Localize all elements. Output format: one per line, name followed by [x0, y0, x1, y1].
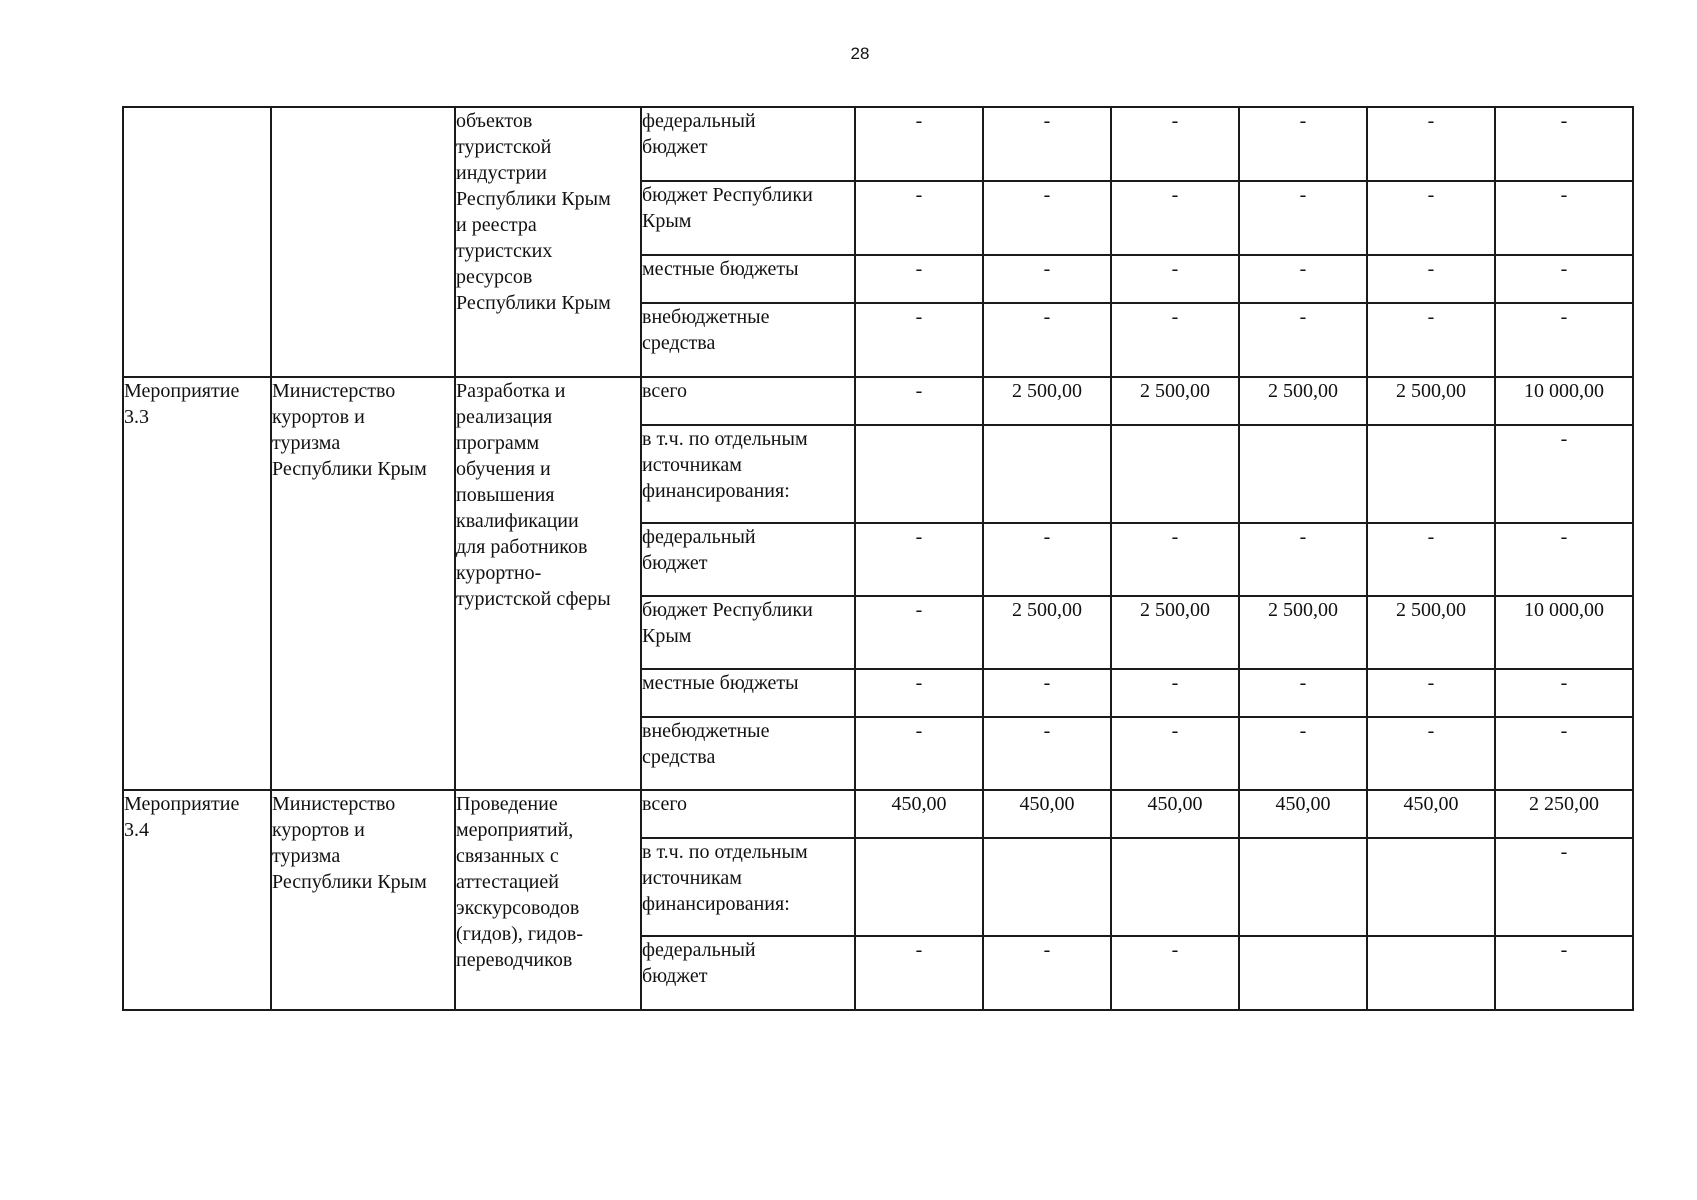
- value-cell: -: [1239, 181, 1367, 255]
- value-cell: -: [1239, 523, 1367, 596]
- source-cell: в т.ч. по отдельным источникам финансирования:: [641, 838, 855, 936]
- value-cell: [855, 838, 983, 936]
- value-cell: -: [1111, 255, 1239, 303]
- budget-table: [122, 106, 1634, 1011]
- value-cell: -: [855, 303, 983, 377]
- value-cell: -: [1111, 181, 1239, 255]
- value-cell: -: [1495, 838, 1633, 936]
- value-cell: -: [1495, 669, 1633, 717]
- value-cell: 2 250,00: [1495, 790, 1633, 838]
- value-cell: -: [855, 107, 983, 181]
- value-cell: [1239, 936, 1367, 1010]
- value-cell: [1239, 425, 1367, 523]
- value-cell: -: [1239, 303, 1367, 377]
- value-cell: [1367, 936, 1495, 1010]
- value-cell: -: [1367, 181, 1495, 255]
- value-cell: -: [1111, 303, 1239, 377]
- table-row: [123, 377, 1633, 425]
- value-cell: -: [1111, 936, 1239, 1010]
- value-cell: 2 500,00: [1367, 596, 1495, 669]
- value-cell: -: [1495, 523, 1633, 596]
- value-cell: -: [855, 936, 983, 1010]
- value-cell: -: [1495, 181, 1633, 255]
- value-cell: -: [1111, 717, 1239, 790]
- measure-cell: [123, 107, 271, 377]
- value-cell: -: [1367, 303, 1495, 377]
- value-cell: 450,00: [1111, 790, 1239, 838]
- executor-cell: Министерство курортов и туризма Республики Крым: [271, 377, 455, 790]
- source-cell: всего: [641, 790, 855, 838]
- description-cell: Проведение мероприятий, связанных с аттестацией экскурсоводов (гидов), гидов- переводчиков: [455, 790, 641, 1010]
- measure-cell: Мероприятие 3.4: [123, 790, 271, 1010]
- value-cell: -: [855, 377, 983, 425]
- table-row: [123, 107, 1633, 181]
- value-cell: -: [1239, 107, 1367, 181]
- value-cell: -: [1111, 669, 1239, 717]
- value-cell: -: [983, 181, 1111, 255]
- source-cell: местные бюджеты: [641, 255, 855, 303]
- value-cell: -: [983, 936, 1111, 1010]
- value-cell: 2 500,00: [983, 377, 1111, 425]
- value-cell: 2 500,00: [1111, 596, 1239, 669]
- value-cell: -: [1111, 523, 1239, 596]
- value-cell: 450,00: [1239, 790, 1367, 838]
- value-cell: -: [983, 717, 1111, 790]
- value-cell: [983, 425, 1111, 523]
- table-row: [123, 790, 1633, 838]
- source-cell: местные бюджеты: [641, 669, 855, 717]
- value-cell: 450,00: [983, 790, 1111, 838]
- value-cell: 10 000,00: [1495, 596, 1633, 669]
- executor-cell: [271, 107, 455, 377]
- source-cell: бюджет Республики Крым: [641, 181, 855, 255]
- value-cell: -: [855, 523, 983, 596]
- value-cell: -: [1239, 255, 1367, 303]
- value-cell: 2 500,00: [1111, 377, 1239, 425]
- value-cell: -: [1495, 717, 1633, 790]
- value-cell: [1367, 425, 1495, 523]
- value-cell: 2 500,00: [1239, 377, 1367, 425]
- value-cell: -: [1367, 669, 1495, 717]
- value-cell: -: [983, 303, 1111, 377]
- value-cell: 450,00: [1367, 790, 1495, 838]
- page-number: 28: [850, 44, 870, 63]
- value-cell: -: [1239, 717, 1367, 790]
- value-cell: -: [1239, 669, 1367, 717]
- value-cell: 2 500,00: [983, 596, 1111, 669]
- source-cell: всего: [641, 377, 855, 425]
- value-cell: [1239, 838, 1367, 936]
- value-cell: [1367, 838, 1495, 936]
- source-cell: внебюджетные средства: [641, 303, 855, 377]
- measure-cell: Мероприятие 3.3: [123, 377, 271, 790]
- value-cell: -: [1495, 425, 1633, 523]
- value-cell: -: [855, 181, 983, 255]
- source-cell: внебюджетные средства: [641, 717, 855, 790]
- value-cell: -: [983, 523, 1111, 596]
- value-cell: [1111, 425, 1239, 523]
- value-cell: -: [1495, 107, 1633, 181]
- source-cell: федеральный бюджет: [641, 523, 855, 596]
- value-cell: -: [1367, 523, 1495, 596]
- value-cell: [983, 838, 1111, 936]
- value-cell: -: [983, 255, 1111, 303]
- value-cell: -: [1495, 303, 1633, 377]
- source-cell: в т.ч. по отдельным источникам финансирования:: [641, 425, 855, 523]
- value-cell: 2 500,00: [1367, 377, 1495, 425]
- source-cell: федеральный бюджет: [641, 107, 855, 181]
- value-cell: -: [1495, 936, 1633, 1010]
- value-cell: -: [1367, 717, 1495, 790]
- description-cell: объектов туристской индустрии Республики Крым и реестра туристских ресурсов Республики Крым: [455, 107, 641, 377]
- executor-cell: Министерство курортов и туризма Республики Крым: [271, 790, 455, 1010]
- value-cell: 2 500,00: [1239, 596, 1367, 669]
- value-cell: [1111, 838, 1239, 936]
- value-cell: [855, 425, 983, 523]
- value-cell: -: [1367, 255, 1495, 303]
- value-cell: -: [983, 107, 1111, 181]
- value-cell: -: [983, 669, 1111, 717]
- value-cell: 450,00: [855, 790, 983, 838]
- value-cell: -: [1495, 255, 1633, 303]
- value-cell: -: [855, 717, 983, 790]
- value-cell: -: [1367, 107, 1495, 181]
- value-cell: -: [855, 669, 983, 717]
- value-cell: -: [1111, 107, 1239, 181]
- description-cell: Разработка и реализация программ обучения и повышения квалификации для работников курортно- туристской сферы: [455, 377, 641, 790]
- source-cell: бюджет Республики Крым: [641, 596, 855, 669]
- value-cell: -: [855, 255, 983, 303]
- source-cell: федеральный бюджет: [641, 936, 855, 1010]
- value-cell: 10 000,00: [1495, 377, 1633, 425]
- value-cell: -: [855, 596, 983, 669]
